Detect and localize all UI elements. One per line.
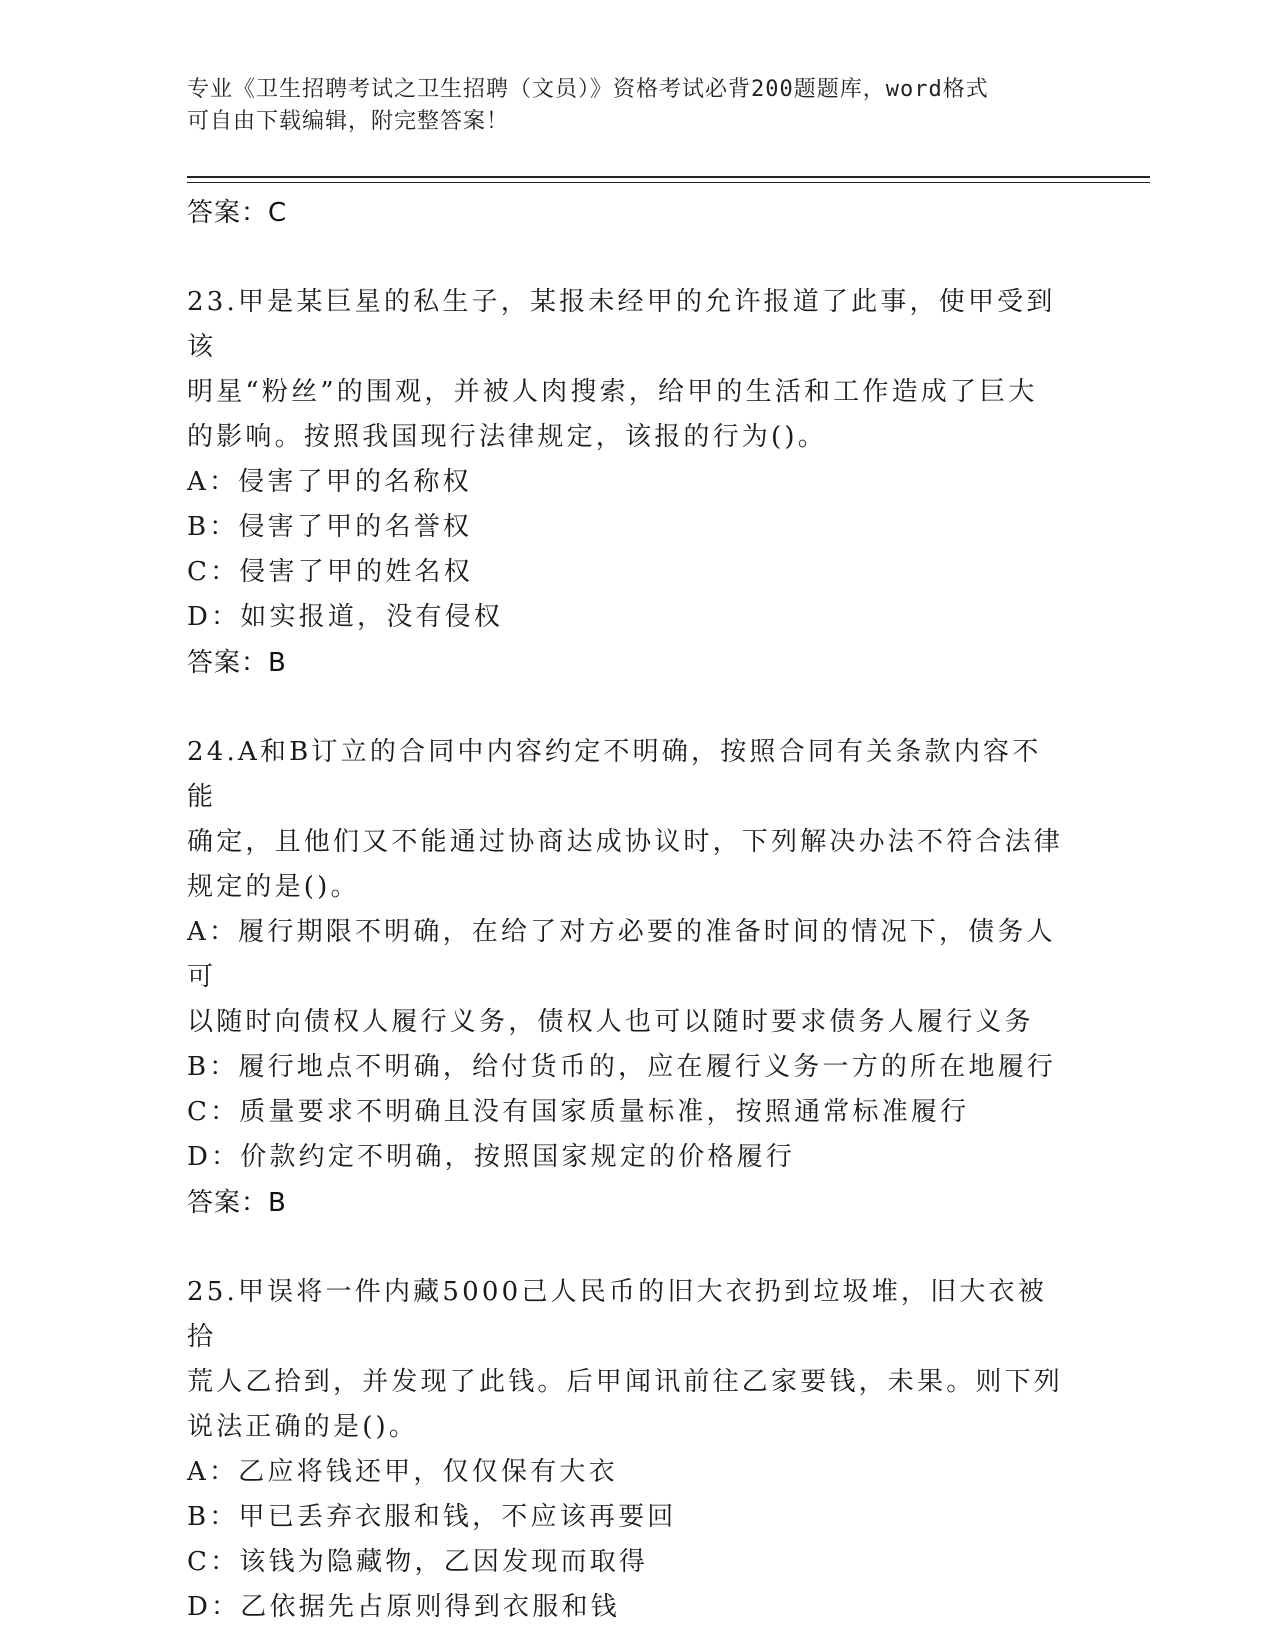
document-body xyxy=(187,190,1087,1630)
option-a: A：侵害了甲的名称权 xyxy=(187,467,472,497)
document-header xyxy=(187,74,1067,138)
answer-line: 答案：B xyxy=(187,1188,287,1218)
header-line-2: 可自由下载编辑，附完整答案！ xyxy=(187,109,510,134)
option-a: A：乙应将钱还甲，仅仅保有大衣 xyxy=(187,1457,618,1487)
spacer xyxy=(187,236,1087,280)
option-c: C：侵害了甲的姓名权 xyxy=(187,557,473,587)
question-line: 的影响。按照我国现行法律规定，该报的行为()。 xyxy=(187,422,827,452)
previous-answer: 答案：C xyxy=(187,198,288,228)
header-line-1: 专业《卫生招聘考试之卫生招聘（文员）》资格考试必背200题题库，word格式 xyxy=(187,77,989,102)
question-line: 24.A和B订立的合同中内容约定不明确，按照合同有关条款内容不能 xyxy=(187,737,1042,812)
option-b: B：甲已丢弃衣服和钱，不应该再要回 xyxy=(187,1502,677,1532)
option-b: B：履行地点不明确，给付货币的，应在履行义务一方的所在地履行 xyxy=(187,1052,1057,1082)
option-line: A：履行期限不明确，在给了对方必要的准备时间的情况下，债务人可 xyxy=(187,917,1056,992)
header-rule-thick xyxy=(187,176,1150,178)
question-block-24 xyxy=(187,730,1087,1226)
option-d: D：乙依据先占原则得到衣服和钱 xyxy=(187,1592,620,1622)
question-text xyxy=(187,1270,1067,1450)
option-d: D：价款约定不明确，按照国家规定的价格履行 xyxy=(187,1142,796,1172)
question-block-23 xyxy=(187,280,1087,686)
question-line: 23.甲是某巨星的私生子，某报未经甲的允许报道了此事，使甲受到该 xyxy=(187,287,1056,362)
header-rule-thin xyxy=(187,182,1150,183)
question-line: 荒人乙拾到，并发现了此钱。后甲闻讯前往乙家要钱，未果。则下列 xyxy=(187,1367,1064,1397)
option-line: 以随时向债权人履行义务，债权人也可以随时要求债务人履行义务 xyxy=(187,1007,1034,1037)
question-block-25 xyxy=(187,1270,1087,1630)
question-line: 说法正确的是()。 xyxy=(187,1412,419,1442)
spacer xyxy=(187,1226,1087,1270)
question-text xyxy=(187,280,1067,460)
question-line: 25.甲误将一件内藏5000己人民币的旧大衣扔到垃圾堆，旧大衣被拾 xyxy=(187,1277,1047,1352)
option-c: C：该钱为隐藏物，乙因发现而取得 xyxy=(187,1547,649,1577)
question-text xyxy=(187,730,1067,910)
spacer xyxy=(187,686,1087,730)
question-line: 明星“粉丝”的围观，并被人肉搜索，给甲的生活和工作造成了巨大 xyxy=(187,377,1038,407)
option-b: B：侵害了甲的名誉权 xyxy=(187,512,473,542)
answer-line: 答案：B xyxy=(187,648,287,678)
option-d: D：如实报道，没有侵权 xyxy=(187,602,504,632)
question-line: 确定，且他们又不能通过协商达成协议时，下列解决办法不符合法律 xyxy=(187,827,1064,857)
option-a xyxy=(187,910,1067,1045)
question-line: 规定的是()。 xyxy=(187,872,360,902)
option-c: C：质量要求不明确且没有国家质量标准，按照通常标准履行 xyxy=(187,1097,970,1127)
